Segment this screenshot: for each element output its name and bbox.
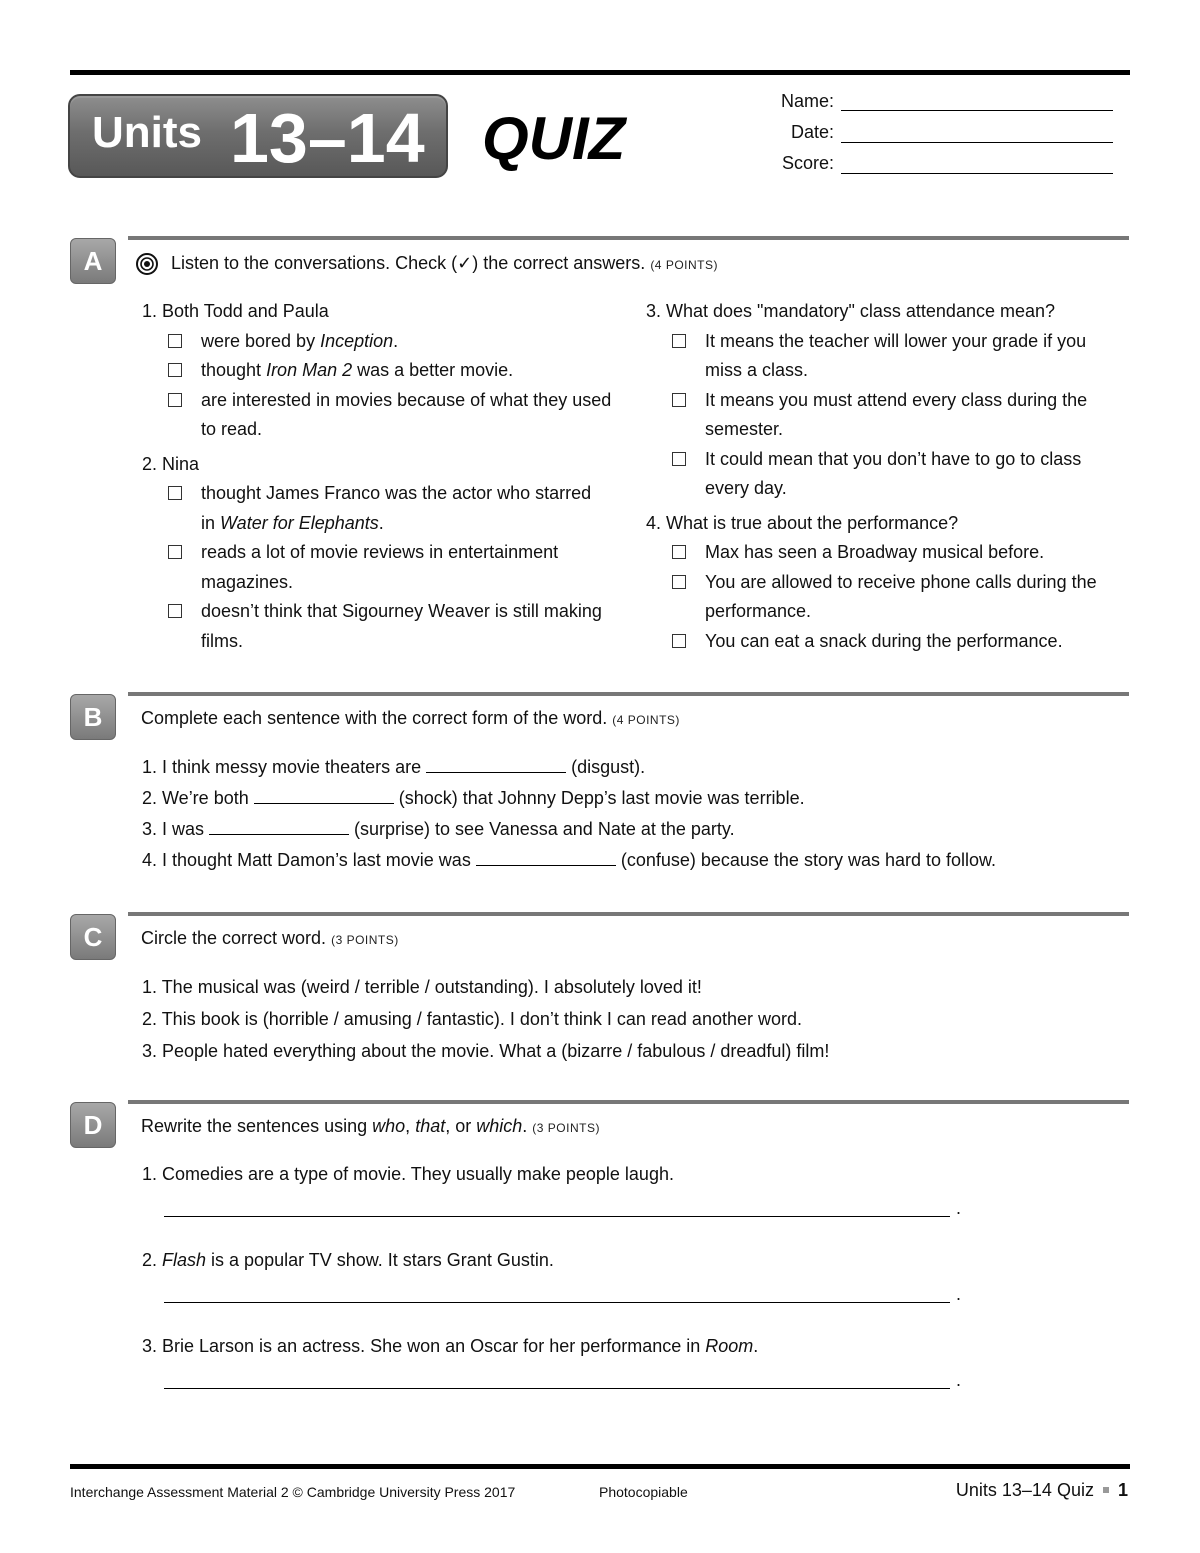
checkbox[interactable] xyxy=(672,334,686,348)
rewrite-sentence-1: 1. Comedies are a type of movie. They usually make people laugh. xyxy=(142,1164,674,1184)
sentence-2[interactable]: 2. This book is (horrible / amusing / fantastic). I don’t think I can read another word. xyxy=(142,1009,802,1029)
question-3-option-3[interactable]: It could mean that you don’t have to go to class every day. xyxy=(670,445,1095,504)
section-a-rule xyxy=(128,236,1129,240)
page-label: Units 13–14 Quiz xyxy=(955,1480,1094,1500)
question-1-option-3[interactable]: are interested in movies because of what they used to read. xyxy=(166,386,612,445)
answer-blank[interactable] xyxy=(426,758,566,773)
section-b-points: (4 POINTS) xyxy=(612,713,680,727)
name-label: Name: xyxy=(780,91,834,111)
units-number: 13–14 xyxy=(230,99,425,177)
section-b-rule xyxy=(128,692,1129,696)
section-b-sentences xyxy=(142,752,996,876)
section-d-instruction: Rewrite the sentences using who, that, or which. (3 POINTS) xyxy=(141,1116,600,1136)
section-b-badge: B xyxy=(70,694,116,740)
period: . xyxy=(956,1370,962,1390)
sentence-2: 2. We’re both (shock) that Johnny Depp’s last movie was terrible. xyxy=(142,788,805,808)
checkbox[interactable] xyxy=(672,452,686,466)
page-number: 1 xyxy=(1117,1480,1128,1500)
date-label: Date: xyxy=(790,122,834,142)
section-a-right-column xyxy=(646,297,1116,656)
photocopiable-label: Photocopiable xyxy=(599,1484,688,1500)
section-a-left-column xyxy=(142,297,612,656)
rewrite-answer-line-2[interactable] xyxy=(164,1302,950,1303)
section-c-rule xyxy=(128,912,1129,916)
section-d-rule xyxy=(128,1100,1129,1104)
question-4-option-3[interactable]: You can eat a snack during the performance. xyxy=(670,627,1116,657)
checkbox[interactable] xyxy=(672,634,686,648)
rewrite-sentence-3: 3. Brie Larson is an actress. She won an Oscar for her performance in Room. xyxy=(142,1336,759,1356)
rewrite-answer-line-1[interactable] xyxy=(164,1216,950,1217)
section-a-instruction: Listen to the conversations. Check (✓) the correct answers. (4 POINTS) xyxy=(171,253,718,273)
section-c-sentences xyxy=(142,971,829,1067)
checkbox[interactable] xyxy=(168,604,182,618)
checkbox[interactable] xyxy=(168,334,182,348)
sentence-4: 4. I thought Matt Damon’s last movie was (confuse) because the story was hard to follow. xyxy=(142,850,997,870)
top-rule xyxy=(70,70,1130,75)
checkbox[interactable] xyxy=(168,363,182,377)
checkbox[interactable] xyxy=(168,393,182,407)
question-1-option-1[interactable]: were bored by Inception. xyxy=(166,327,612,357)
answer-blank[interactable] xyxy=(209,820,349,835)
section-c-instruction: Circle the correct word. (3 POINTS) xyxy=(141,928,399,948)
quiz-title: QUIZ xyxy=(482,105,626,172)
question-4-option-1[interactable]: Max has seen a Broadway musical before. xyxy=(670,538,1116,568)
question-2-stem: 2. Nina xyxy=(142,453,200,474)
section-d-badge: D xyxy=(70,1102,116,1148)
sentence-3: 3. I was (surprise) to see Vanessa and Nate at the party. xyxy=(142,819,735,839)
section-a-badge: A xyxy=(70,238,116,284)
score-label: Score: xyxy=(781,153,834,173)
rewrite-sentence-2: 2. Flash is a popular TV show. It stars Grant Gustin. xyxy=(142,1250,554,1270)
question-4-stem: 4. What is true about the performance? xyxy=(646,512,959,533)
question-3-option-2[interactable]: It means you must attend every class during the semester. xyxy=(670,386,1105,445)
question-3-stem: 3. What does "mandatory" class attendance mean? xyxy=(646,301,1056,321)
section-a-points: (4 POINTS) xyxy=(650,258,718,272)
checkbox[interactable] xyxy=(168,545,182,559)
rewrite-answer-line-3[interactable] xyxy=(164,1388,950,1389)
sentence-3[interactable]: 3. People hated everything about the movie. What a (bizarre / fabulous / dreadful) film! xyxy=(142,1041,830,1061)
units-word: Units xyxy=(92,108,202,157)
question-2-option-1[interactable]: thought James Franco was the actor who starred in Water for Elephants. xyxy=(166,479,601,538)
audio-icon xyxy=(136,253,158,275)
question-2-option-3[interactable]: doesn’t think that Sigourney Weaver is still making films. xyxy=(166,597,611,656)
period: . xyxy=(956,1198,962,1218)
question-1-option-2[interactable]: thought Iron Man 2 was a better movie. xyxy=(166,356,612,386)
checkbox[interactable] xyxy=(168,486,182,500)
checkbox[interactable] xyxy=(672,545,686,559)
answer-blank[interactable] xyxy=(254,789,394,804)
date-field[interactable] xyxy=(841,142,1113,143)
checkbox[interactable] xyxy=(672,575,686,589)
bottom-rule xyxy=(70,1464,1130,1469)
page-footer-label xyxy=(956,1480,1128,1501)
checkbox[interactable] xyxy=(672,393,686,407)
question-3-option-1[interactable]: It means the teacher will lower your grade if you miss a class. xyxy=(670,327,1105,386)
bullet-icon xyxy=(1103,1487,1109,1493)
answer-blank[interactable] xyxy=(476,851,616,866)
section-d-points: (3 POINTS) xyxy=(532,1121,600,1135)
period: . xyxy=(956,1284,962,1304)
score-field[interactable] xyxy=(841,173,1113,174)
question-2-option-2[interactable]: reads a lot of movie reviews in entertainment magazines. xyxy=(166,538,631,597)
units-banner xyxy=(68,94,448,178)
section-b-instruction: Complete each sentence with the correct form of the word. (4 POINTS) xyxy=(141,708,680,728)
sentence-1: 1. I think messy movie theaters are (disgust). xyxy=(142,757,646,777)
question-1-stem: 1. Both Todd and Paula xyxy=(142,301,329,321)
copyright-notice: Interchange Assessment Material 2 © Cambridge University Press 2017 xyxy=(70,1484,516,1500)
section-c-badge: C xyxy=(70,914,116,960)
sentence-1[interactable]: 1. The musical was (weird / terrible / outstanding). I absolutely loved it! xyxy=(142,977,702,997)
question-4-option-2[interactable]: You are allowed to receive phone calls during the performance. xyxy=(670,568,1115,627)
name-field[interactable] xyxy=(841,110,1113,111)
section-c-points: (3 POINTS) xyxy=(331,933,399,947)
